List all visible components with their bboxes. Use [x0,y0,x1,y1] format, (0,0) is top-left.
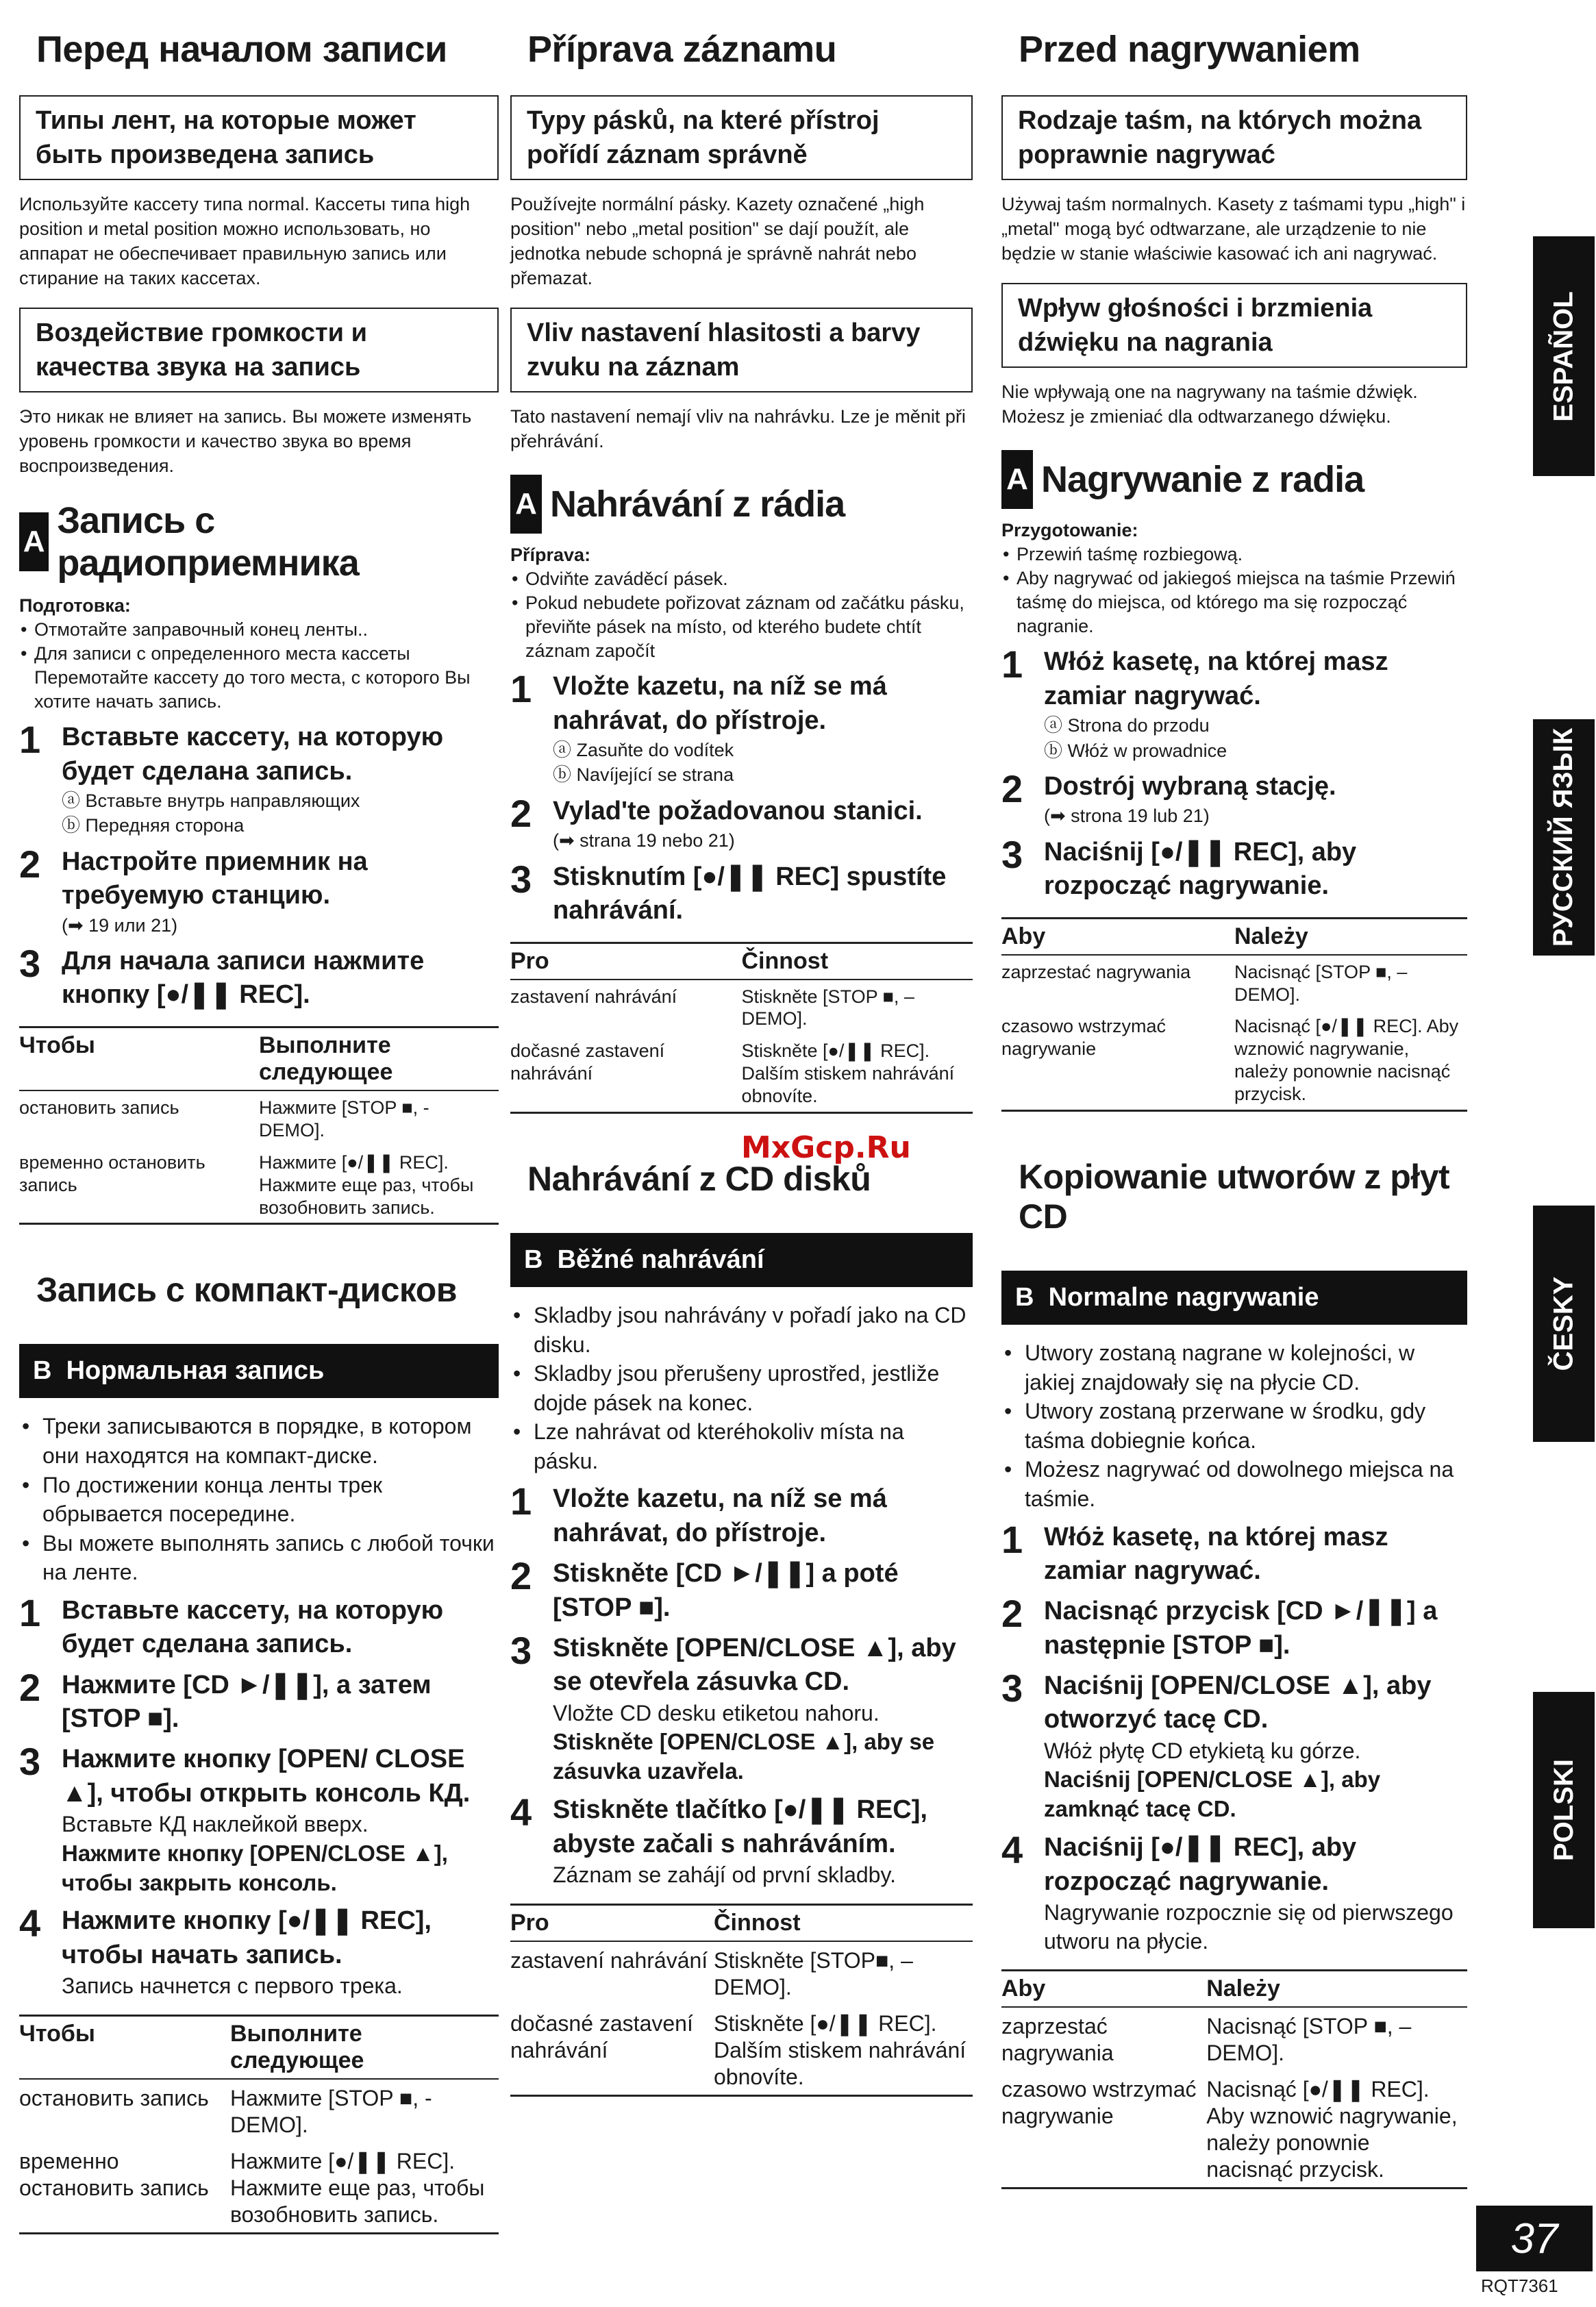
step-note: (➡ strana 19 nebo 21) [553,830,735,851]
step-number: 3 [19,1740,41,1784]
table-row [510,1034,973,1112]
table-header: Выполните следующее [259,1027,499,1090]
step-number: 4 [510,1791,532,1834]
radio-recording-title: Nagrywanie z radia [1041,458,1364,500]
table-row [510,980,973,1035]
column-polish [1001,27,1467,2189]
cd-operations-table [1001,1969,1467,2189]
tab-cesky[interactable]: ČESKY [1533,1206,1595,1442]
step-instruction: Naciśnij [OPEN/CLOSE ▲], aby otworzyć tacę CD. [1044,1671,1432,1734]
radio-recording-title: Nahrávání z rádia [550,483,845,525]
table-row [510,2005,973,2096]
table-header: Выполните следующее [230,2015,499,2079]
table-row [1001,2071,1467,2188]
table-cell: остановить запись [19,2085,209,2110]
table-row [1001,955,1467,1010]
table-header: Činnost [714,1904,973,1941]
table-cell: dočasné zastavení nahrávání [510,1040,665,1084]
radio-operations-table [1001,917,1467,1112]
step-number: 4 [19,1901,41,1945]
tab-russian[interactable]: РУССКИЙ ЯЗЫК [1533,719,1595,956]
radio-step [510,667,973,788]
table-cell: Nacisnąć [●/❚❚ REC]. Aby wznowić nagrywanie, należy ponownie nacisnąć przycisk. [1206,2077,1458,2182]
volume-effect-heading: Vliv nastavení hlasitosti a barvy zvuku na záznam [510,308,973,392]
normal-recording-heading [19,1344,499,1398]
list-item: • Przewiń taśmę rozbiegową. [1001,543,1467,566]
list-item: • Отмотайте заправочный конец ленты.. [19,618,499,642]
volume-effect-heading: Wpływ głośności i brzmienia dźwięku na nagrania [1001,283,1467,368]
table-header: Aby [1001,918,1234,955]
step-instruction: Vylad'te požadovanou stanici. [553,796,923,825]
table-header: Należy [1234,918,1467,955]
table-cell: Нажмите [●/❚❚ REC]. Нажмите еще раз, чтобы возобновить запись. [259,1151,474,1218]
table-cell: временно остановить запись [19,2148,209,2200]
step-number: 1 [1001,643,1023,686]
table-row [19,1090,499,1146]
cd-step [19,1591,499,1662]
step-instruction: Нажмите кнопку [●/❚❚ REC], чтобы начать запись. [62,1906,432,1969]
table-cell: czasowo wstrzymać nagrywanie [1001,2077,1197,2129]
list-item: • По достижении конца ленты трек обрывается посередине. [19,1471,499,1529]
table-cell: Нажмите [STOP ■, -DEMO]. [259,1097,429,1140]
tape-types-heading: Rodzaje taśm, na których można poprawnie nagrywać [1001,95,1467,180]
cd-step [1001,1828,1467,1956]
list-item: • Utwory zostaną nagrane w kolejności, w jakiej znajdowały się na płycie CD. [1001,1338,1467,1397]
list-item: • Skladby jsou přerušeny uprostřed, jestliže dojde pásek na konec. [510,1359,973,1417]
step-instruction: Naciśnij [●/❚❚ REC], aby rozpocząć nagrywanie. [1044,837,1357,901]
cd-step [19,1740,499,1897]
step-note: Запись начнется с первого трека. [62,1973,403,1999]
table-header: Činnost [742,943,973,980]
step-instruction: Для начала записи нажмите кнопку [●/❚❚ REC]. [62,947,425,1010]
section-letter-a: A [19,512,49,571]
table-cell: остановить запись [19,1097,179,1118]
step-number: 2 [510,791,532,835]
table-cell: Stiskněte [STOP■, –DEMO]. [714,1947,913,1999]
step-number: 1 [510,667,532,711]
normal-recording-heading [1001,1271,1467,1325]
step-note: Вставьте КД наклейкой вверх. [62,1812,369,1837]
table-cell: Nacisnąć [STOP ■, –DEMO]. [1206,2014,1412,2066]
list-item: • Skladby jsou nahrávány v pořadí jako na CD disku. [510,1301,973,1359]
table-cell: Нажмите [STOP ■, -DEMO]. [230,2085,432,2137]
step-note: Záznam se zahájí od první skladby. [553,1862,896,1887]
step-instruction: Stiskněte [OPEN/CLOSE ▲], aby se otevřela zásuvka CD. [553,1634,956,1697]
tape-types-heading: Typy pásků, na které přístroj pořídí záznam správně [510,95,973,180]
table-header: Należy [1206,1971,1467,2008]
step-note: ⓑ Передняя сторона [62,815,245,836]
column-czech [510,27,973,2097]
radio-step [1001,832,1467,903]
table-cell: Stiskněte [●/❚❚ REC]. Dalším stiskem nahrávání obnovíte. [714,2010,967,2089]
cd-step [510,1554,973,1625]
step-note: Vložte CD desku etiketou nahoru. [553,1700,880,1725]
cd-recording-title: Запись с компакт-дисков [36,1271,458,1310]
radio-recording-heading [1001,450,1467,509]
step-note: Włóż płytę CD etykietą ku górze. [1044,1738,1361,1763]
radio-step [19,718,499,838]
document-code: RQT7361 [1481,2275,1558,2296]
normal-recording-title: Нормальная запись [66,1356,325,1386]
tape-types-text: Používejte normální pásky. Kazety označené „high position" nebo „metal position" se dají použít, ale jednotka nebude schopná je správně nahrát nebo přemazat. [510,194,925,288]
watermark: MxGcp.Ru [741,1130,911,1165]
tab-polski[interactable]: POLSKI [1533,1692,1595,1928]
table-row [1001,2007,1467,2071]
step-instruction: Włóż kasetę, na której masz zamiar nagrywać. [1044,1522,1388,1585]
table-cell: Нажмите [●/❚❚ REC]. Нажмите еще раз, чтобы возобновить запись. [230,2148,485,2227]
tab-espanol[interactable]: ESPAÑOL [1533,236,1595,476]
cd-recording-title: Nahrávání z CD disků [527,1160,871,1199]
section-letter-a: A [510,475,542,534]
step-note: ⓑ Navíjející se strana [553,764,734,786]
radio-recording-title: Запись с радиоприемника [57,499,359,584]
step-number: 2 [510,1554,532,1598]
table-row [510,1941,973,2005]
table-cell: Nacisnąć [STOP ■, –DEMO]. [1234,961,1408,1005]
step-number: 2 [19,842,41,886]
step-instruction: Stiskněte tlačítko [●/❚❚ REC], abyste začali s nahráváním. [553,1795,927,1858]
step-number: 4 [1001,1828,1023,1872]
step-note: (➡ 19 или 21) [62,914,178,936]
cd-step [1001,1592,1467,1662]
preparation-list [510,567,973,663]
list-item: • Pokud nebudete pořizovat záznam od začátku pásku, převiňte pásek na místo, od kterého budete chtít záznam započít [510,591,973,663]
table-header: Pro [510,1904,714,1941]
step-instruction: Włóż kasetę, na której masz zamiar nagrywać. [1044,647,1388,710]
table-row [1001,1010,1467,1110]
step-number: 1 [19,1591,41,1634]
step-number: 1 [19,718,41,762]
table-row [19,1146,499,1224]
radio-step [510,791,973,853]
table-header: Pro [510,943,742,980]
step-number: 1 [1001,1517,1023,1561]
table-cell: Stiskněte [STOP ■, –DEMO]. [741,986,914,1030]
table-cell: Nacisnąć [●/❚❚ REC]. Aby wznowić nagrywanie, należy ponownie nacisnąć przycisk. [1234,1016,1459,1105]
step-note: ⓑ Włóż w prowadnice [1044,740,1227,761]
step-instruction: Вставьте кассету, на которую будет сделана запись. [62,1595,444,1659]
step-note: ⓐ Вставьте внутрь направляющих [62,790,360,811]
radio-operations-table [19,1026,499,1225]
list-item: • Lze nahrávat od kteréhokoliv místa na pásku. [510,1417,973,1475]
tape-types-heading: Типы лент, на которые может быть произведена запись [19,95,499,180]
volume-effect-text: Nie wpływają one na nagrywany na taśmie dźwięk. Możesz je zmieniać dla odtwarzanego dźwięku. [1001,382,1418,427]
section-letter-b: B [1015,1283,1034,1312]
list-item: • Треки записываются в порядке, в котором они находятся на компакт-диске. [19,1412,499,1470]
table-cell: czasowo wstrzymać nagrywanie [1001,1016,1167,1060]
step-number: 3 [1001,1667,1023,1710]
tape-types-text: Używaj taśm normalnych. Kasety z taśmami typu „high" i „metal" mogą być odtwarzane, ale urządzenie to nie będzie w stanie właściwie kasować ich ani nagrywać. [1001,194,1466,264]
step-note: ⓐ Zasuňte do vodítek [553,740,734,761]
step-instruction: Stiskněte [CD ►/❚❚] a poté [STOP ■]. [553,1559,899,1622]
radio-step [510,857,973,928]
cd-step [1001,1669,1467,1824]
page-number: 37 [1476,2206,1593,2271]
section-title: Перед началом записи [36,29,447,70]
step-instruction: Настройте приемник на требуемую станцию. [62,847,368,910]
step-instruction: Nacisnąć przycisk [CD ►/❚❚] a następnie [STOP ■]. [1044,1597,1438,1660]
preparation-label: Przygotowanie: [1001,519,1138,540]
radio-step [19,942,499,1012]
step-instruction: Naciśnij [●/❚❚ REC], aby rozpocząć nagrywanie. [1044,1833,1357,1896]
preparation-label: Příprava: [510,544,591,565]
list-item: • Aby nagrywać od jakiegoś miejsca na taśmie Przewiń taśmę do miejsca, od którego ma się rozpocząć nagranie. [1001,566,1467,638]
step-number: 3 [510,857,532,901]
step-instruction: Vložte kazetu, na níž se má nahrávat, do přístroje. [553,1484,887,1547]
table-header: Чтобы [19,1027,259,1090]
step-note: Nagrywanie rozpocznie się od pierwszego utworu na płycie. [1044,1900,1454,1954]
step-note: (➡ strona 19 lub 21) [1044,806,1210,827]
normal-recording-heading [510,1233,973,1287]
section-letter-b: B [33,1356,52,1386]
step-number: 3 [19,942,41,986]
cd-step [510,1482,973,1550]
list-item: • Вы можете выполнять запись с любой точки на ленте. [19,1529,499,1587]
cd-notes-list [19,1412,499,1586]
step-note: Stiskněte [OPEN/CLOSE ▲], aby se zásuvka uzavřela. [553,1729,935,1784]
step-number: 2 [1001,1592,1023,1636]
step-instruction: Dostrój wybraną stację. [1044,771,1336,801]
cd-operations-table [19,2015,499,2234]
table-header: Чтобы [19,2015,230,2079]
radio-step [1001,645,1467,763]
table-header: Aby [1001,1971,1206,2008]
table-row [19,2143,499,2234]
normal-recording-title: Běžné nahrávání [557,1245,764,1275]
step-instruction: Нажмите кнопку [OPEN/ CLOSE ▲], чтобы открыть консоль КД. [62,1745,471,1808]
section-letter-a: A [1001,450,1033,509]
step-instruction: Stisknutím [●/❚❚ REC] spustíte nahrávání. [553,862,947,925]
radio-operations-table [510,942,973,1114]
cd-step [510,1793,973,1889]
table-cell: zastavení nahrávání [510,1947,708,1973]
list-item: • Utwory zostaną przerwane w środku, gdy taśma dobiegnie końca. [1001,1397,1467,1455]
section-title: Příprava záznamu [527,29,837,70]
step-note: Нажмите кнопку [OPEN/CLOSE ▲], чтобы закрыть консоль. [62,1840,448,1895]
table-cell: zaprzestać nagrywania [1001,961,1191,982]
column-russian [19,27,499,2234]
cd-recording-title: Kopiowanie utworów z płyt CD [1019,1158,1450,1236]
cd-notes-list [510,1301,973,1475]
list-item: • Możesz nagrywać od dowolnego miejsca na taśmie. [1001,1455,1467,1513]
table-cell: dočasné zastavení nahrávání [510,2010,693,2062]
volume-effect-text: Tato nastavení nemají vliv na nahrávku. Lze je měnit při přehrávání. [510,406,966,451]
step-instruction: Нажмите [CD ►/❚❚], а затем [STOP ■]. [62,1670,432,1733]
cd-step [19,1901,499,2000]
preparation-list [1001,543,1467,638]
radio-recording-heading [19,499,499,584]
normal-recording-title: Normalne nagrywanie [1048,1283,1319,1312]
table-cell: zaprzestać nagrywania [1001,2014,1114,2066]
cd-operations-table [510,1904,973,2097]
cd-step [510,1629,973,1786]
table-cell: Stiskněte [●/❚❚ REC]. Dalším stiskem nahrávání obnovíte. [741,1040,955,1107]
section-title: Przed nagrywaniem [1019,29,1360,70]
step-instruction: Vložte kazetu, na níž se má nahrávat, do přístroje. [553,672,887,735]
preparation-list [19,618,499,714]
step-note: ⓐ Strona do przodu [1044,715,1210,736]
cd-step [1001,1517,1467,1588]
section-letter-b: B [524,1245,543,1275]
preparation-label: Подготовка: [19,595,131,616]
step-number: 3 [510,1629,532,1673]
table-cell: временно остановить запись [19,1151,205,1195]
step-note: Naciśnij [OPEN/CLOSE ▲], aby zamknąć tacę CD. [1044,1767,1381,1822]
step-number: 2 [19,1665,41,1709]
cd-step [19,1665,499,1736]
cd-notes-list [1001,1338,1467,1513]
list-item: • Для записи с определенного места кассеты Перемотайте кассету до того места, с которого Вы хотите начать запись. [19,642,499,714]
radio-step [19,842,499,938]
volume-effect-text: Это никак не влияет на запись. Вы можете изменять уровень громкости и качество звука во время воспроизведения. [19,406,472,476]
step-number: 3 [1001,832,1023,876]
list-item: • Odviňte zaváděcí pásek. [510,567,973,591]
step-number: 1 [510,1480,532,1523]
tape-types-text: Используйте кассету типа normal. Кассеты типа high position и metal position можно использовать, но аппарат не обеспечивает правильную запись или стирание на таких кассетах. [19,194,471,288]
table-row [19,2079,499,2143]
step-instruction: Вставьте кассету, на которую будет сделана запись. [62,723,444,786]
table-cell: zastavení nahrávání [510,986,677,1007]
radio-step [1001,766,1467,829]
volume-effect-heading: Воздействие громкости и качества звука на запись [19,308,499,392]
radio-recording-heading [510,475,973,534]
step-number: 2 [1001,766,1023,810]
